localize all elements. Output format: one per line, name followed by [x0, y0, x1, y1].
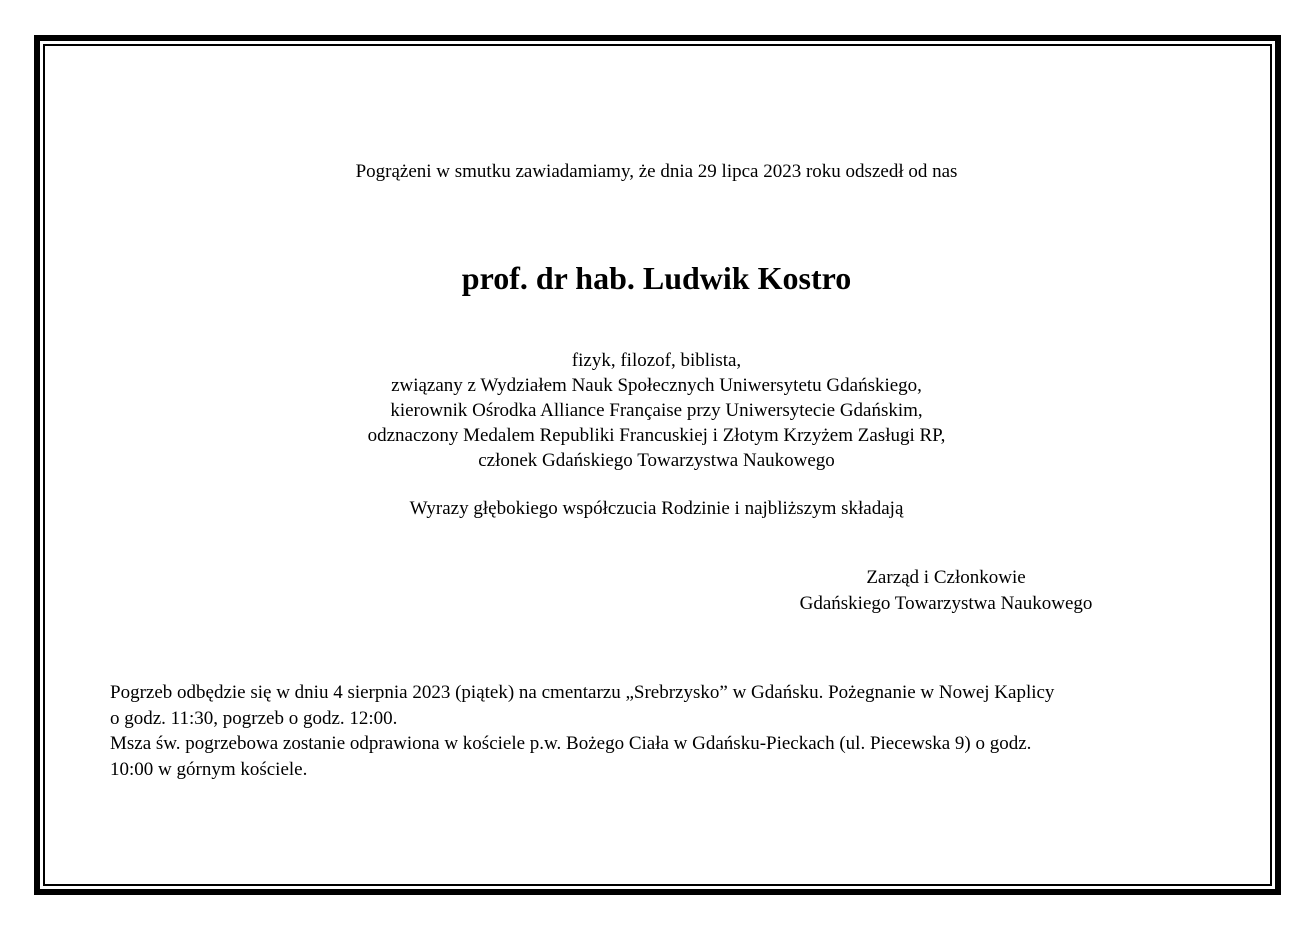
- funeral-line: 10:00 w górnym kościele.: [110, 758, 308, 780]
- condolence-text: Wyrazy głębokiego współczucia Rodzinie i najbliższym składają: [409, 498, 904, 519]
- signature-line: Gdańskiego Towarzystwa Naukowego: [799, 593, 1093, 614]
- description-line: fizyk, filozof, biblista,: [571, 350, 742, 371]
- description-line: odznaczony Medalem Republiki Francuskiej i Złotym Krzyżem Zasługi RP,: [367, 425, 946, 446]
- funeral-line: o godz. 11:30, pogrzeb o godz. 12:00.: [110, 707, 398, 729]
- signature-line: Zarząd i Członkowie: [866, 567, 1026, 588]
- deceased-name: prof. dr hab. Ludwik Kostro: [461, 260, 852, 296]
- funeral-line: Pogrzeb odbędzie się w dniu 4 sierpnia 2023 (piątek) na cmentarzu „Srebrzysko” w Gdańsku. Pożegnanie w Nowej Kaplicy: [110, 682, 1055, 703]
- description-line: członek Gdańskiego Towarzystwa Naukowego: [478, 450, 835, 471]
- signature-block: [736, 565, 1156, 617]
- funeral-line: Msza św. pogrzebowa zostanie odprawiona w kościele p.w. Bożego Ciała w Gdańsku-Pieckach (ul. Piecewska 9) o godz.: [110, 733, 1032, 754]
- description-block: [0, 348, 1313, 473]
- intro-text: Pogrążeni w smutku zawiadamiamy, że dnia 29 lipca 2023 roku odszedł od nas: [355, 161, 958, 182]
- funeral-info: [110, 680, 1210, 782]
- description-line: związany z Wydziałem Nauk Społecznych Uniwersytetu Gdańskiego,: [391, 375, 922, 396]
- description-line: kierownik Ośrodka Alliance Française przy Uniwersytecie Gdańskim,: [390, 400, 923, 421]
